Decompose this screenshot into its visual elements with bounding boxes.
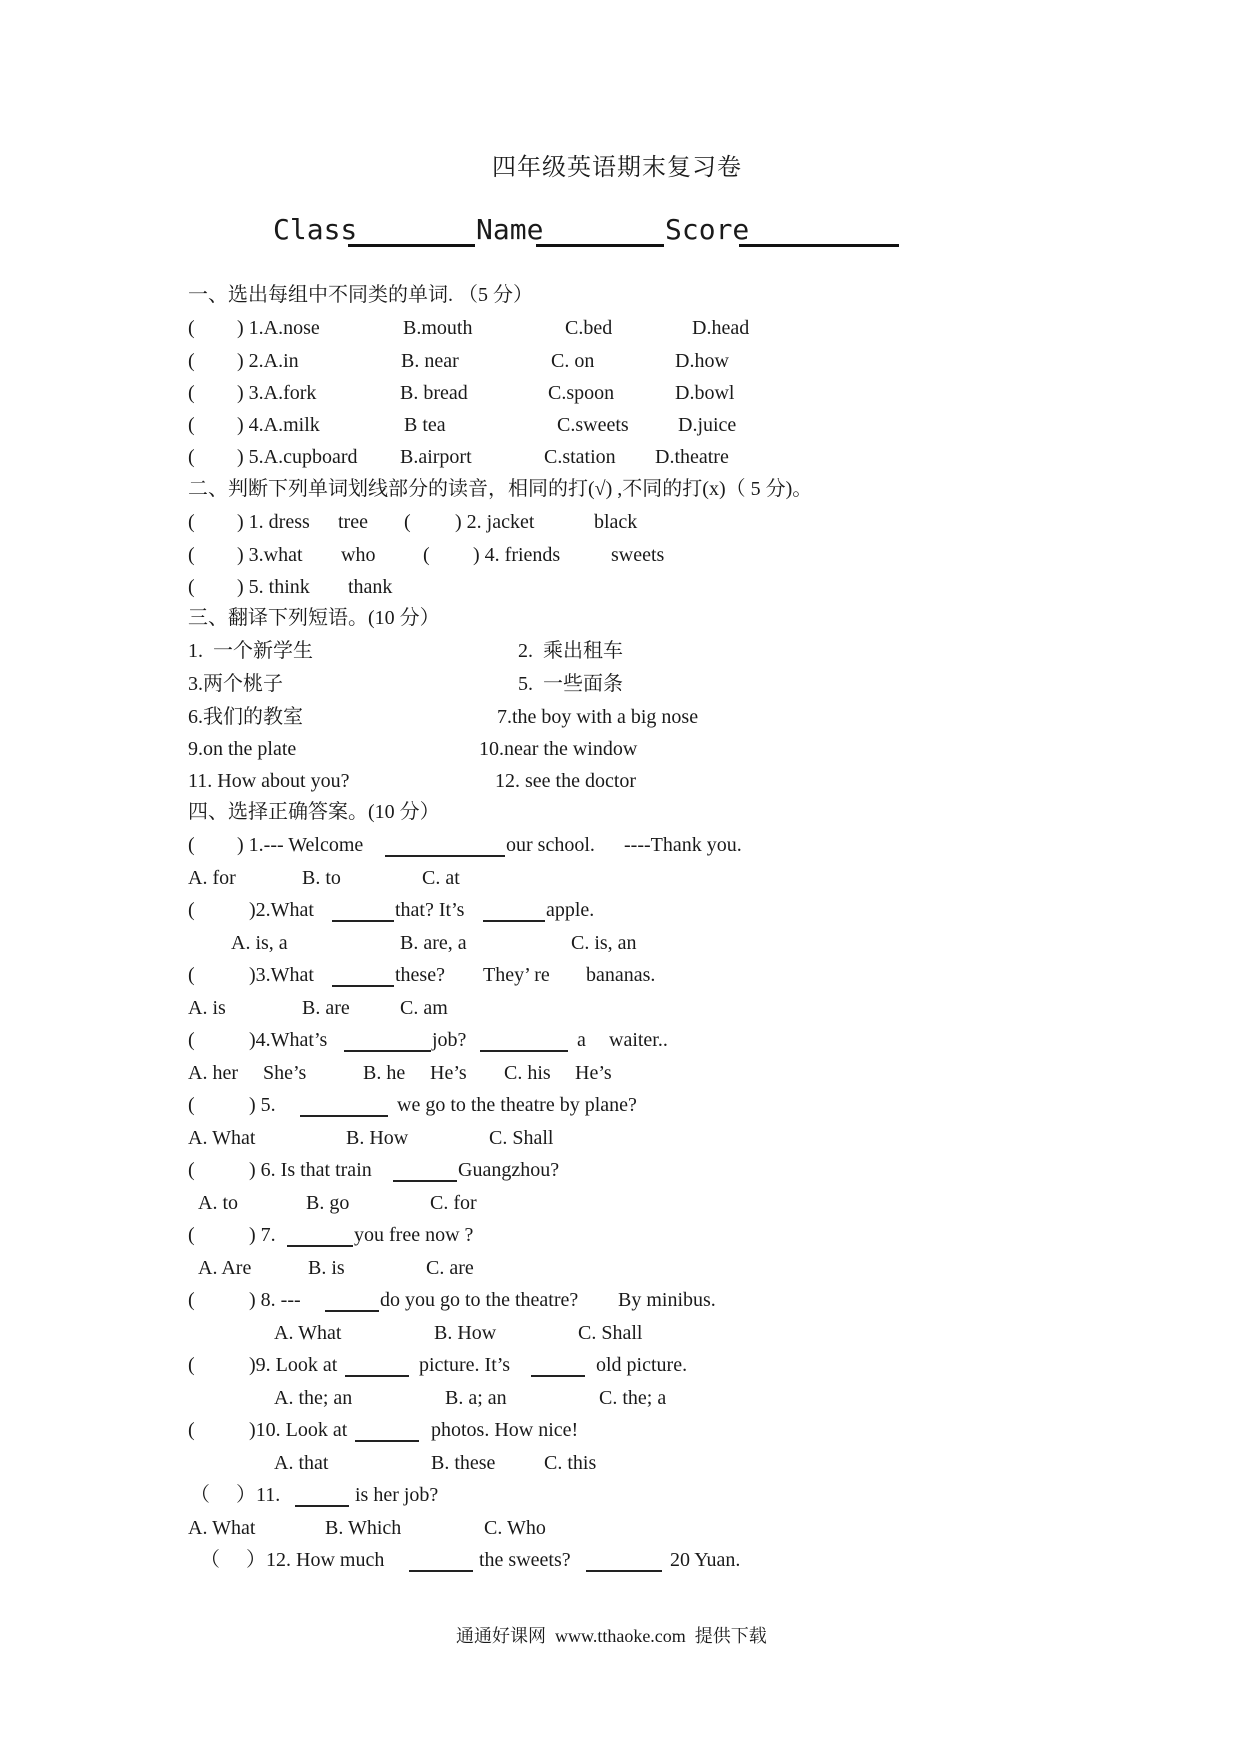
s4-q3-text: these? <box>395 964 445 986</box>
option: B. are, a <box>400 932 467 954</box>
answer-blank[interactable] <box>332 920 394 922</box>
score-blank <box>739 244 899 247</box>
s3-item: 10.near the window <box>479 738 638 760</box>
s1-q2-d: D.how <box>675 350 729 372</box>
s3-item: 6.我们的教室 <box>188 706 303 728</box>
option: A. for <box>188 867 236 889</box>
s2-paren: ( <box>404 511 411 533</box>
s2-q3-word2: who <box>341 544 376 566</box>
s3-item: 11. How about you? <box>188 770 350 792</box>
answer-blank[interactable] <box>409 1570 473 1572</box>
s4-paren: ( <box>188 1419 195 1441</box>
option: A. What <box>274 1322 342 1344</box>
s2-q1-word2: tree <box>338 511 368 533</box>
footer-source: 通通好课网 www.tthaoke.com 提供下载 <box>456 1626 767 1646</box>
s4-q4-text: job? <box>432 1029 467 1051</box>
s4-q7: ) 7. <box>249 1224 276 1246</box>
s4-paren: ( <box>188 1094 195 1116</box>
option: C. am <box>400 997 448 1019</box>
option: A. is, a <box>231 932 288 954</box>
option: A. What <box>188 1517 256 1539</box>
option: C. Who <box>484 1517 546 1539</box>
answer-blank[interactable] <box>344 1050 431 1052</box>
s1-q2-b: B. near <box>401 350 459 372</box>
answer-blank[interactable] <box>480 1050 568 1052</box>
s1-q4-b: B tea <box>404 414 446 436</box>
s4-q4-text3: waiter.. <box>609 1029 668 1051</box>
option: B. Which <box>325 1517 402 1539</box>
answer-blank[interactable] <box>355 1440 419 1442</box>
s2-q2: ) 2. jacket <box>455 511 535 533</box>
answer-blank[interactable] <box>393 1180 457 1182</box>
s4-paren: ( <box>188 899 195 921</box>
s3-item: 2. 乘出租车 <box>518 640 623 662</box>
s1-q3-d: D.bowl <box>675 382 735 404</box>
s2-q2-word2: black <box>594 511 638 533</box>
option: B. he <box>363 1062 406 1084</box>
option: B. a; an <box>445 1387 507 1409</box>
s1-q3-b: B. bread <box>400 382 468 404</box>
s2-q1: ) 1. dress <box>237 511 310 533</box>
s3-item: 5. 一些面条 <box>518 673 623 695</box>
answer-blank[interactable] <box>531 1375 585 1377</box>
option: B. How <box>346 1127 409 1149</box>
s1-q1-d: D.head <box>692 317 750 339</box>
s1-q5: ) 5.A.cupboard <box>237 446 358 468</box>
s3-item: 12. see the doctor <box>495 770 637 792</box>
section-2-heading: 二、判断下列单词划线部分的读音，相同的打(√) ,不同的打(x)（ 5 分)。 <box>188 478 813 500</box>
option: C. this <box>544 1452 597 1474</box>
s4-paren: ( <box>188 1159 195 1181</box>
option: C. Shall <box>578 1322 643 1344</box>
s1-paren: ( <box>188 414 195 436</box>
s1-q1-c: C.bed <box>565 317 613 339</box>
s4-q8-text: do you go to the theatre? <box>380 1289 579 1311</box>
s4-q8: ) 8. --- <box>249 1289 301 1311</box>
s4-q12-reply: 20 Yuan. <box>670 1549 741 1571</box>
s4-q9: )9. Look at <box>249 1354 338 1376</box>
s4-q1: ) 1.--- Welcome <box>237 834 364 856</box>
s1-q5-d: D.theatre <box>655 446 729 468</box>
page-title: 四年级英语期末复习卷 <box>492 155 742 181</box>
s4-q4-text2: a <box>577 1029 586 1051</box>
s1-paren: ( <box>188 382 195 404</box>
section-1-heading: 一、选出每组中不同类的单词. （5 分） <box>188 284 533 306</box>
option: C. for <box>430 1192 477 1214</box>
s3-item: 1. 一个新学生 <box>188 640 313 662</box>
s4-paren: ( <box>188 1354 195 1376</box>
s2-paren: ( <box>423 544 430 566</box>
option: C. his <box>504 1062 551 1084</box>
s3-item: 3.两个桃子 <box>188 673 283 695</box>
s1-q4-c: C.sweets <box>557 414 629 436</box>
name-blank <box>536 244 664 247</box>
s2-q4: ) 4. friends <box>473 544 561 566</box>
answer-blank[interactable] <box>385 855 505 857</box>
name-label: Name <box>476 213 544 246</box>
s4-q5-text: we go to the theatre by plane? <box>397 1094 637 1116</box>
s4-paren: ( <box>188 964 195 986</box>
s4-paren: （ <box>200 1549 220 1571</box>
s3-item: 7.the boy with a big nose <box>497 706 699 728</box>
option: A. is <box>188 997 226 1019</box>
s1-q4-d: D.juice <box>678 414 737 436</box>
option: B. go <box>306 1192 350 1214</box>
section-4-heading: 四、选择正确答案。(10 分） <box>188 801 440 823</box>
s1-paren: ( <box>188 446 195 468</box>
option: A. her <box>188 1062 238 1084</box>
option: C. Shall <box>489 1127 554 1149</box>
option: A. to <box>198 1192 238 1214</box>
s4-q9-text2: old picture. <box>596 1354 688 1376</box>
answer-blank[interactable] <box>345 1375 409 1377</box>
s4-paren: ( <box>188 1224 195 1246</box>
answer-blank[interactable] <box>287 1245 353 1247</box>
s2-q3: ) 3.what <box>237 544 303 566</box>
s4-q2-text: that? It’s <box>395 899 465 921</box>
s4-q10-text: photos. How nice! <box>431 1419 579 1441</box>
answer-blank[interactable] <box>332 985 394 987</box>
s4-q11: ）11. <box>236 1484 281 1506</box>
answer-blank[interactable] <box>483 920 545 922</box>
s1-q3: ) 3.A.fork <box>237 382 317 404</box>
option: She’s <box>263 1062 307 1084</box>
option: A. the; an <box>274 1387 353 1409</box>
s2-paren: ( <box>188 576 195 598</box>
section-3-heading: 三、翻译下列短语。(10 分） <box>188 607 440 629</box>
s1-paren: ( <box>188 317 195 339</box>
s1-q4: ) 4.A.milk <box>237 414 320 436</box>
option: C. at <box>422 867 460 889</box>
option: A. What <box>188 1127 256 1149</box>
class-label: Class <box>273 213 358 246</box>
option: B. to <box>302 867 341 889</box>
s2-q4-word2: sweets <box>611 544 665 566</box>
s4-q3: )3.What <box>249 964 314 986</box>
option: B. are <box>302 997 350 1019</box>
s1-q5-b: B.airport <box>400 446 472 468</box>
s4-paren: ( <box>188 1289 195 1311</box>
s2-q5-word2: thank <box>348 576 393 598</box>
s1-paren: ( <box>188 350 195 372</box>
s1-q5-c: C.station <box>544 446 616 468</box>
s4-q5: ) 5. <box>249 1094 276 1116</box>
s4-paren: ( <box>188 1029 195 1051</box>
option: C. the; a <box>599 1387 667 1409</box>
s2-paren: ( <box>188 511 195 533</box>
answer-blank[interactable] <box>325 1310 379 1312</box>
s4-q1-text: our school. <box>506 834 595 856</box>
s1-q1: ) 1.A.nose <box>237 317 320 339</box>
answer-blank[interactable] <box>295 1505 349 1507</box>
s4-q7-text: you free now ? <box>354 1224 474 1246</box>
s4-q10: )10. Look at <box>249 1419 348 1441</box>
s4-q1-reply: ----Thank you. <box>624 834 742 856</box>
option: B. How <box>434 1322 497 1344</box>
s4-q6: ) 6. Is that train <box>249 1159 372 1181</box>
s2-q5: ) 5. think <box>237 576 310 598</box>
option: A. Are <box>198 1257 252 1279</box>
s4-q2-text2: apple. <box>546 899 595 921</box>
s4-q2: )2.What <box>249 899 314 921</box>
s4-q3-text2: They’ re <box>483 964 550 986</box>
answer-blank[interactable] <box>586 1570 662 1572</box>
option: C. is, an <box>571 932 637 954</box>
option: C. are <box>426 1257 474 1279</box>
s1-q2: ) 2.A.in <box>237 350 299 372</box>
answer-blank[interactable] <box>300 1115 388 1117</box>
option: A. that <box>274 1452 329 1474</box>
s4-q3-text3: bananas. <box>586 964 656 986</box>
option: B. these <box>431 1452 496 1474</box>
option: He’s <box>575 1062 612 1084</box>
option: He’s <box>430 1062 467 1084</box>
score-label: Score <box>665 213 750 246</box>
s3-item: 9.on the plate <box>188 738 297 760</box>
s4-q12: ）12. How much <box>246 1549 385 1571</box>
s4-q12-text: the sweets? <box>479 1549 571 1571</box>
s4-q6-text: Guangzhou? <box>458 1159 560 1181</box>
option: B. is <box>308 1257 345 1279</box>
s1-q1-b: B.mouth <box>403 317 473 339</box>
s4-q9-text: picture. It’s <box>419 1354 511 1376</box>
class-blank <box>348 244 475 247</box>
s4-paren: （ <box>190 1484 210 1506</box>
s4-q8-reply: By minibus. <box>618 1289 716 1311</box>
s4-paren: ( <box>188 834 195 856</box>
s2-paren: ( <box>188 544 195 566</box>
s4-q11-text: is her job? <box>355 1484 439 1506</box>
s1-q2-c: C. on <box>551 350 595 372</box>
s1-q3-c: C.spoon <box>548 382 615 404</box>
s4-q4: )4.What’s <box>249 1029 328 1051</box>
